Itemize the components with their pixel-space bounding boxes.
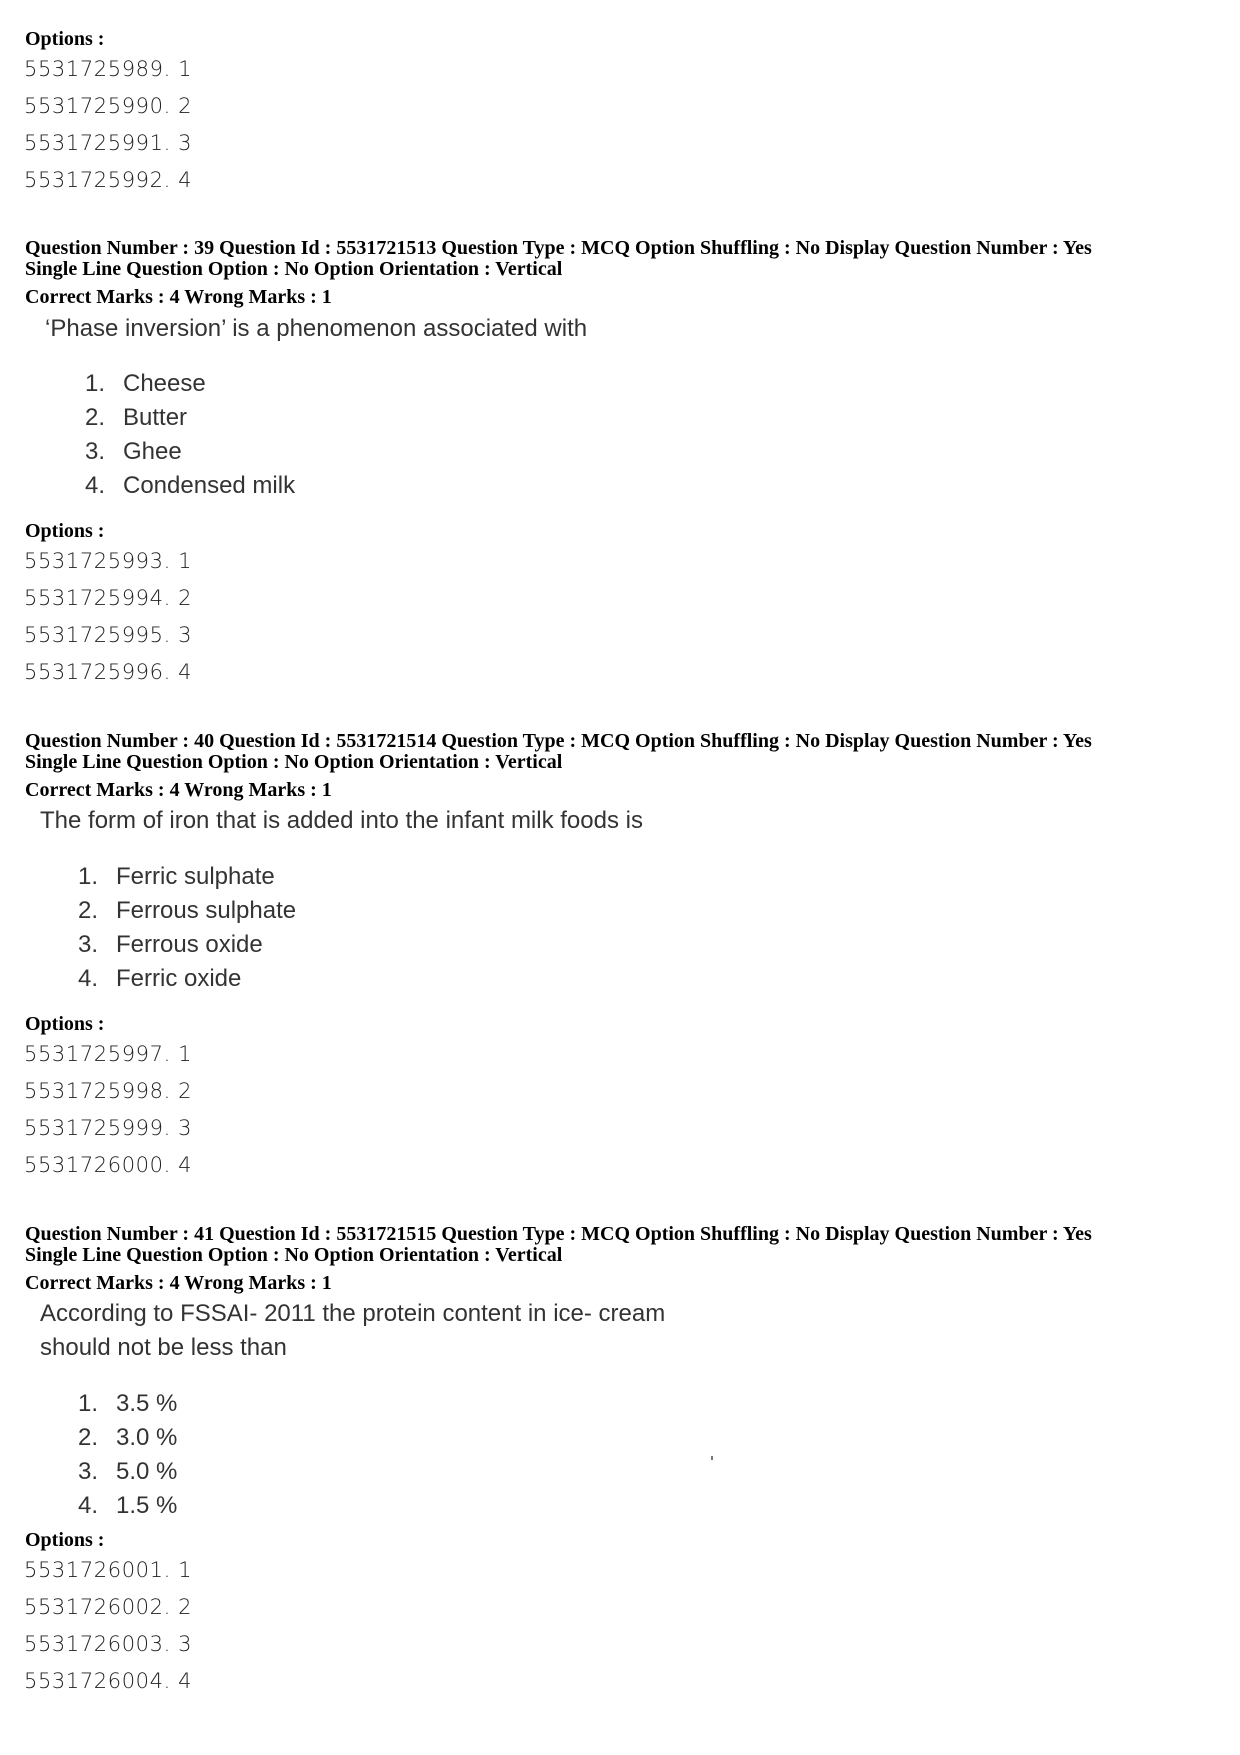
option-id-row: 5531725990. 2	[24, 94, 193, 118]
choice-item	[78, 1387, 177, 1421]
choice-number: 3.	[85, 438, 106, 465]
option-id-row: 5531725995. 3	[24, 623, 193, 647]
choice-number: 1.	[78, 1390, 99, 1417]
option-id-row: 5531726004. 4	[24, 1669, 193, 1693]
options-label: Options :	[25, 520, 105, 542]
choice-text: Ferrous sulphate	[116, 897, 297, 924]
option-id-row: 5531725991. 3	[24, 131, 193, 155]
choice-text: Condensed milk	[123, 472, 296, 499]
question-meta-line: Single Line Question Option : No Option Orientation : Vertical	[25, 751, 563, 773]
option-id-row: 5531725996. 4	[24, 660, 193, 684]
option-id-row: 5531726001. 1	[24, 1558, 193, 1582]
option-id-row: 5531725997. 1	[24, 1042, 193, 1066]
options-label: Options :	[25, 1013, 105, 1035]
question-text	[40, 1297, 665, 1365]
option-id-row: 5531726000. 4	[24, 1153, 193, 1177]
option-id-row: 5531725998. 2	[24, 1079, 193, 1103]
choice-number: 4.	[78, 1492, 99, 1519]
choice-item	[78, 1455, 177, 1489]
question-text-line: ‘Phase inversion’ is a phenomenon associated with	[45, 315, 588, 342]
option-id-row: 5531725999. 3	[24, 1116, 193, 1140]
choice-number: 4.	[85, 472, 106, 499]
question-marks: Correct Marks : 4 Wrong Marks : 1	[25, 779, 332, 801]
question-text	[40, 804, 643, 838]
choice-item	[78, 894, 296, 928]
choice-item	[85, 469, 295, 503]
options-label: Options :	[25, 28, 105, 50]
option-id-row: 5531726002. 2	[24, 1595, 193, 1619]
question-marks: Correct Marks : 4 Wrong Marks : 1	[25, 1272, 332, 1294]
option-id-row: 5531725994. 2	[24, 586, 193, 610]
option-id-row: 5531725992. 4	[24, 168, 193, 192]
choice-item	[85, 435, 295, 469]
choice-text: Butter	[123, 404, 188, 431]
choice-item	[78, 1421, 177, 1455]
choice-number: 1.	[78, 863, 99, 890]
choice-item	[85, 401, 295, 435]
choice-item	[78, 1489, 177, 1523]
choice-number: 1.	[85, 370, 106, 397]
choice-number: 3.	[78, 1458, 99, 1485]
question-meta-line: Question Number : 41 Question Id : 5531721515 Question Type : MCQ Option Shuffling : No Display Question Number : Yes	[25, 1223, 1092, 1245]
choice-text: Cheese	[123, 370, 206, 397]
question-meta-line: Question Number : 39 Question Id : 5531721513 Question Type : MCQ Option Shuffling : No Display Question Number : Yes	[25, 237, 1092, 259]
choice-item	[78, 928, 296, 962]
choice-text: 3.0 %	[116, 1424, 178, 1451]
choice-text: Ferric sulphate	[116, 863, 275, 890]
scan-speck	[711, 1456, 713, 1460]
question-meta-line: Question Number : 40 Question Id : 5531721514 Question Type : MCQ Option Shuffling : No Display Question Number : Yes	[25, 730, 1092, 752]
choice-text: 1.5 %	[116, 1492, 178, 1519]
choice-number: 2.	[78, 897, 99, 924]
question-text-line: According to FSSAI- 2011 the protein content in ice- cream	[40, 1300, 666, 1327]
option-id-row: 5531726003. 3	[24, 1632, 193, 1656]
choice-number: 2.	[85, 404, 106, 431]
question-text-line: should not be less than	[40, 1334, 287, 1361]
question-text	[45, 312, 587, 346]
choice-item	[78, 962, 296, 996]
choice-list	[78, 1387, 177, 1523]
choice-text: Ferrous oxide	[116, 931, 263, 958]
choice-item	[85, 367, 295, 401]
choice-text: Ghee	[123, 438, 182, 465]
choice-number: 4.	[78, 965, 99, 992]
question-text-line: The form of iron that is added into the infant milk foods is	[40, 807, 643, 834]
option-id-row: 5531725993. 1	[24, 549, 193, 573]
choice-item	[78, 860, 296, 894]
choice-text: 3.5 %	[116, 1390, 178, 1417]
question-meta-line: Single Line Question Option : No Option Orientation : Vertical	[25, 1244, 563, 1266]
choice-text: 5.0 %	[116, 1458, 178, 1485]
choice-number: 3.	[78, 931, 99, 958]
choice-text: Ferric oxide	[116, 965, 242, 992]
choice-list	[85, 367, 295, 503]
choice-number: 2.	[78, 1424, 99, 1451]
question-marks: Correct Marks : 4 Wrong Marks : 1	[25, 286, 332, 308]
question-meta-line: Single Line Question Option : No Option Orientation : Vertical	[25, 258, 563, 280]
options-label: Options :	[25, 1529, 105, 1551]
option-id-row: 5531725989. 1	[24, 57, 193, 81]
choice-list	[78, 860, 296, 996]
